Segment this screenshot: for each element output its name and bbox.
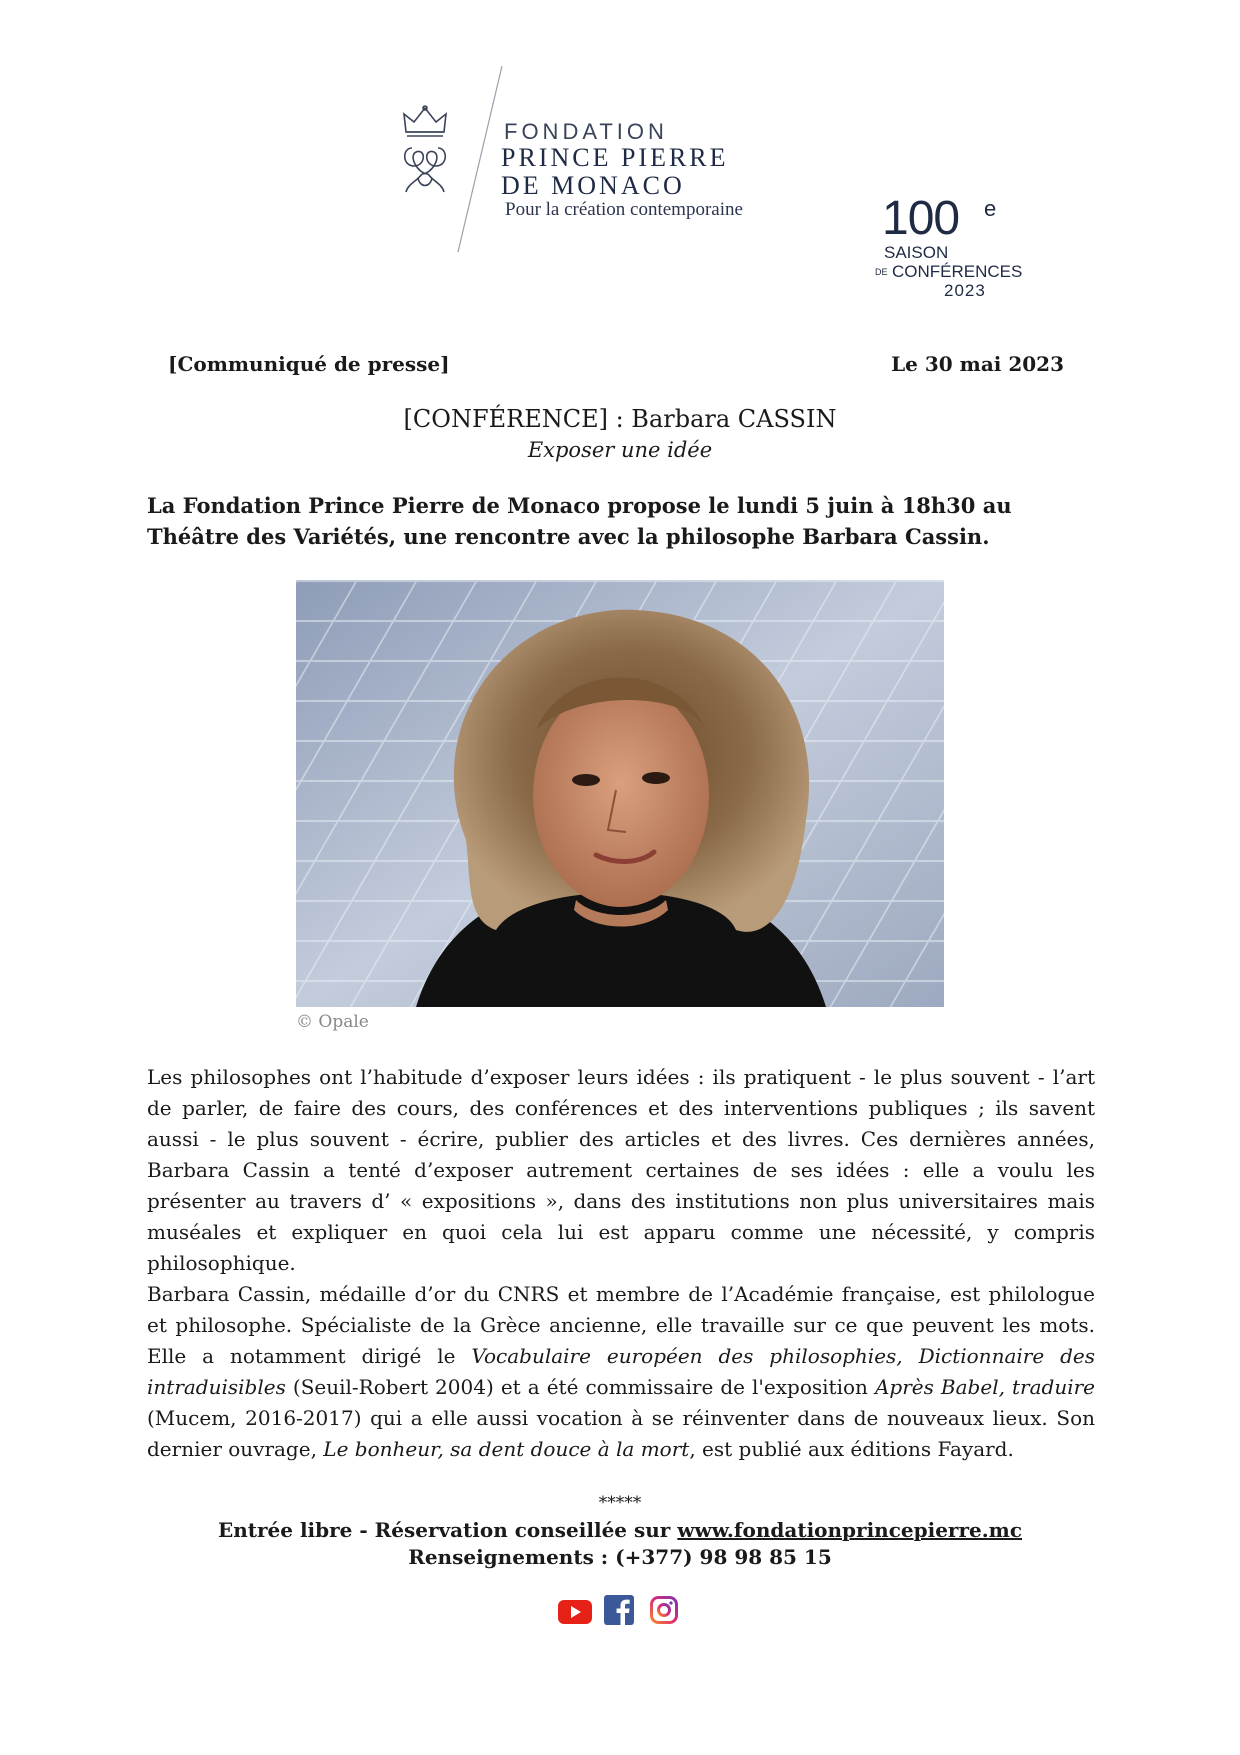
press-release-label: [Communiqué de presse]	[168, 352, 450, 376]
para2-italic-1: Vocabulaire européen des philosophies, Dictionnaire des intraduisibles	[147, 1344, 1095, 1399]
logo-name-line1: PRINCE PIERRE	[501, 143, 729, 172]
separator-stars: *****	[598, 1493, 642, 1513]
portrait-photo	[296, 580, 944, 1007]
logo-tagline: Pour la création contemporaine	[505, 199, 743, 220]
logo-name-text	[501, 144, 729, 200]
crest-monogram-logo	[398, 104, 452, 198]
season-superscript: e	[984, 196, 997, 221]
season-label: SAISON	[884, 243, 949, 262]
para2-text-4: , est publié aux éditions Fayard.	[689, 1437, 1014, 1461]
portrait-image	[296, 580, 944, 1007]
instagram-icon[interactable]	[650, 1596, 678, 1624]
facebook-icon[interactable]	[604, 1595, 634, 1625]
photo-credit: © Opale	[296, 1012, 369, 1032]
entry-text: Entrée libre - Réservation conseillée sur	[217, 1518, 678, 1542]
conference-title: [CONFÉRENCE] : Barbara CASSIN	[403, 405, 837, 433]
para2-text-2: (Seuil-Robert 2004) et a été commissaire de l'exposition	[285, 1375, 875, 1399]
para2-italic-2: Après Babel, traduire	[874, 1375, 1095, 1399]
season-conferences: CONFÉRENCES	[892, 262, 1023, 281]
body-paragraph-2	[147, 1279, 1095, 1465]
body-paragraph-1: Les philosophes ont l’habitude d’exposer leurs idées : ils pratiquent - le plus souvent - l’art de parler, de faire des cours, des conférences et des interventions publiques ; ils savent aussi - le plus souvent - écrire, publier des articles et des livres. Ces dernières années, Barbara Cassin a tenté d’exposer autrement certaines de ses idées : elle a voulu les présenter au travers d’ « expositions », dans des institutions non plus universitaires mais muséales et expliquer en quoi cela lui est apparu comme une nécessité, y compris philosophique.	[147, 1065, 1095, 1275]
website-link[interactable]: www.fondationprincepierre.mc	[677, 1518, 1023, 1542]
lead-paragraph: La Fondation Prince Pierre de Monaco propose le lundi 5 juin à 18h30 au Théâtre des Variétés, une rencontre avec la philosophe Barbara Cassin.	[147, 493, 1012, 549]
info-phone: Renseignements : (+377) 98 98 85 15	[408, 1545, 832, 1569]
logo-name-line2: DE MONACO	[501, 171, 685, 200]
para2-text-3: (Mucem, 2016-2017) qui a elle aussi vocation à se réinventer dans de nouveaux lieux. Son dernier ouvrage,	[147, 1406, 1095, 1461]
entry-line	[0, 1518, 1240, 1542]
para2-italic-3: Le bonheur, sa dent douce à la mort	[323, 1437, 690, 1461]
conference-subtitle: Exposer une idée	[527, 438, 713, 462]
logo-fondation-text: FONDATION	[504, 119, 668, 144]
season-de: DE	[875, 267, 888, 277]
season-number: 100	[882, 192, 960, 245]
logo-divider-line	[455, 64, 505, 254]
para2-text-1: Barbara Cassin, médaille d’or du CNRS et membre de l’Académie française, est philologue et philosophe. Spécialiste de la Grèce ancienne, elle travaille sur ce que peuvent les mots. Elle a notamment dirigé le	[147, 1282, 1095, 1368]
season-year: 2023	[944, 281, 986, 300]
press-release-date: Le 30 mai 2023	[891, 352, 1064, 376]
youtube-icon[interactable]	[558, 1600, 592, 1624]
